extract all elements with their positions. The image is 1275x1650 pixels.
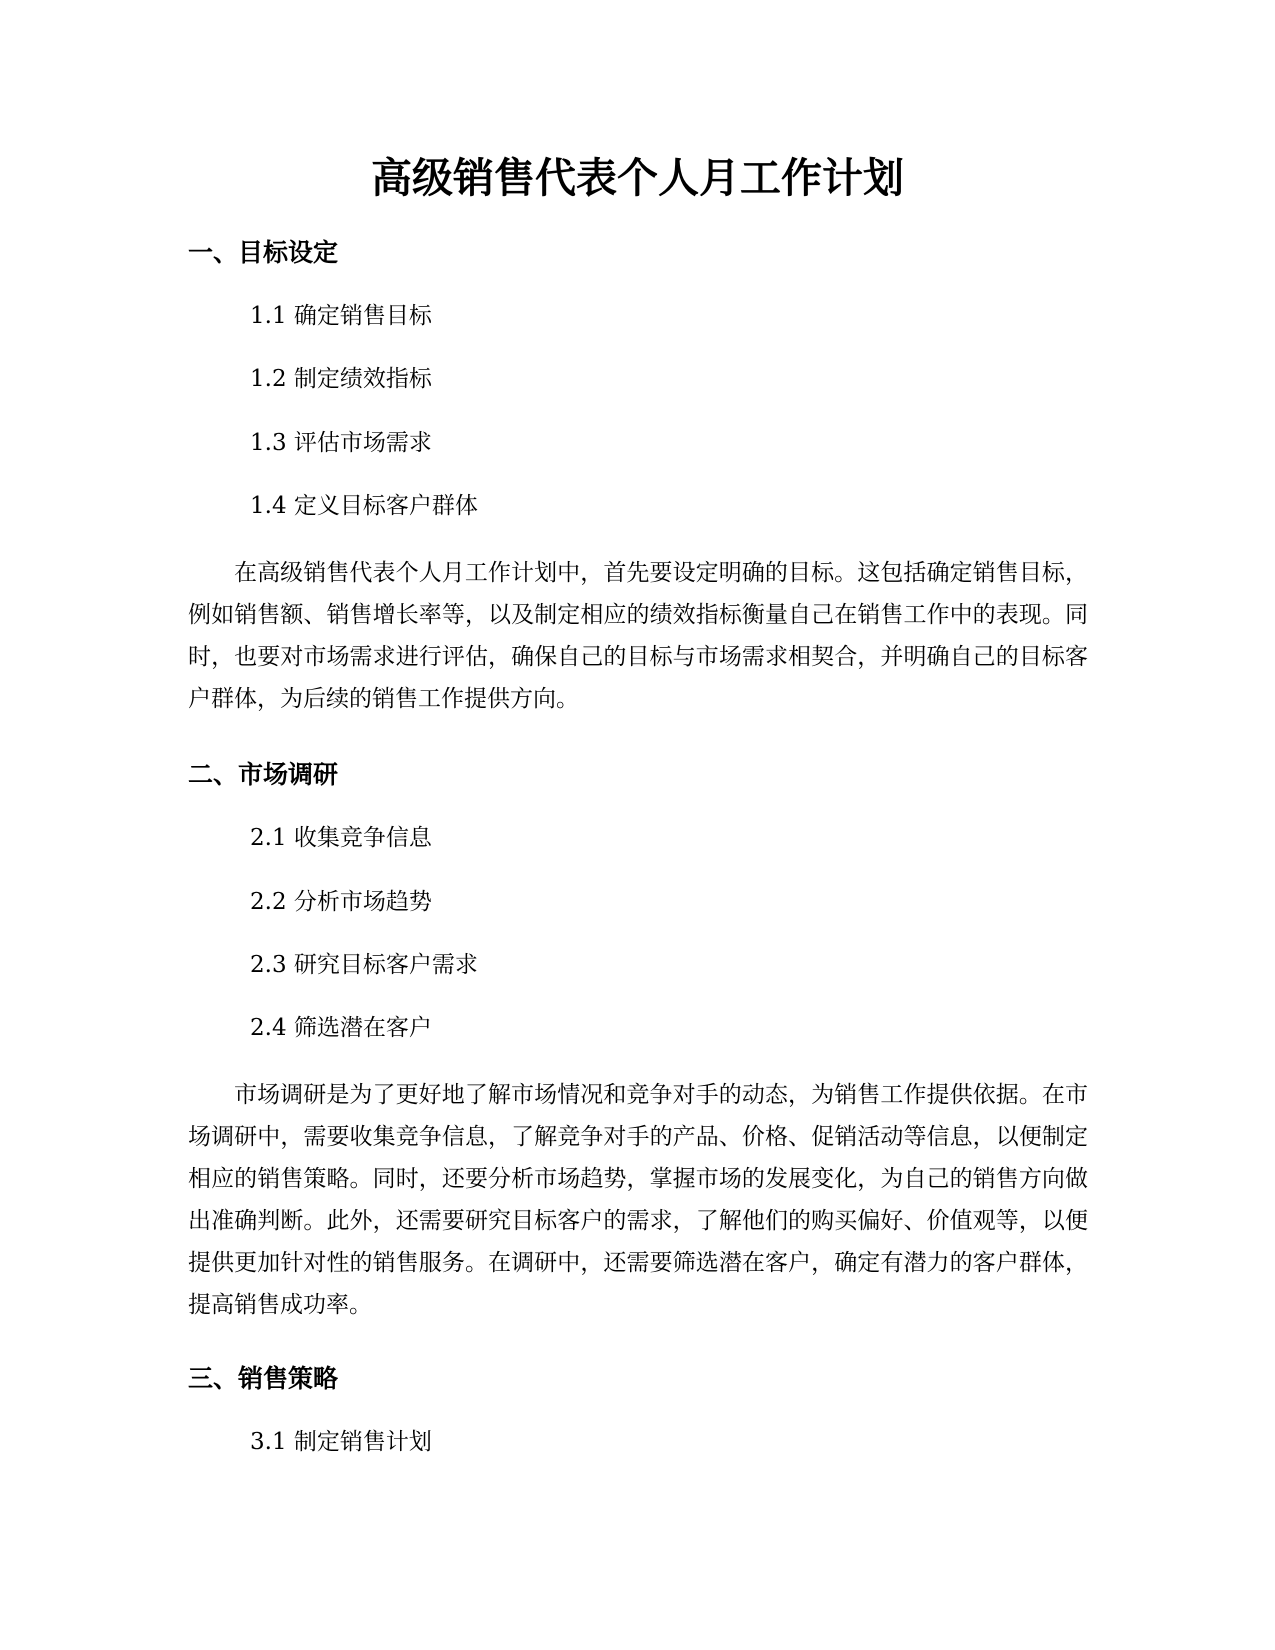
section-item: 2.3 研究目标客户需求 [250,952,478,978]
section-paragraph-goals: 在高级销售代表个人月工作计划中，首先要设定明确的目标。这包括确定销售目标，例如销售额、销售增长率等，以及制定相应的绩效指标衡量自己在销售工作中的表现。同时，也要对市场需求进行评估，确保自己的目标与市场需求相契合，并明确自己的目标客户群体，为后续的销售工作提供方向。 [188,560,1088,712]
section-paragraph-market-research: 市场调研是为了更好地了解市场情况和竞争对手的动态，为销售工作提供依据。在市场调研中，需要收集竞争信息，了解竞争对手的产品、价格、促销活动等信息，以便制定相应的销售策略。同时，还要分析市场趋势，掌握市场的发展变化，为自己的销售方向做出准确判断。此外，还需要研究目标客户的需求，了解他们的购买偏好、价值观等，以便提供更加针对性的销售服务。在调研中，还需要筛选潜在客户，确定有潜力的客户群体，提高销售成功率。 [188,1082,1088,1318]
section-heading-sales-strategy: 三、销售策略 [188,1364,339,1393]
section-heading-goals: 一、目标设定 [188,238,339,267]
section-item: 2.1 收集竞争信息 [250,825,432,851]
section-item: 1.1 确定销售目标 [250,303,432,329]
section-item: 3.1 制定销售计划 [250,1429,432,1455]
section-item: 2.4 筛选潜在客户 [250,1015,432,1041]
section-item: 1.2 制定绩效指标 [250,366,432,392]
document-title: 高级销售代表个人月工作计划 [371,154,904,202]
section-item: 1.3 评估市场需求 [250,430,432,456]
section-item: 2.2 分析市场趋势 [250,889,432,915]
section-heading-market-research: 二、市场调研 [188,760,339,789]
section-item: 1.4 定义目标客户群体 [250,493,478,519]
